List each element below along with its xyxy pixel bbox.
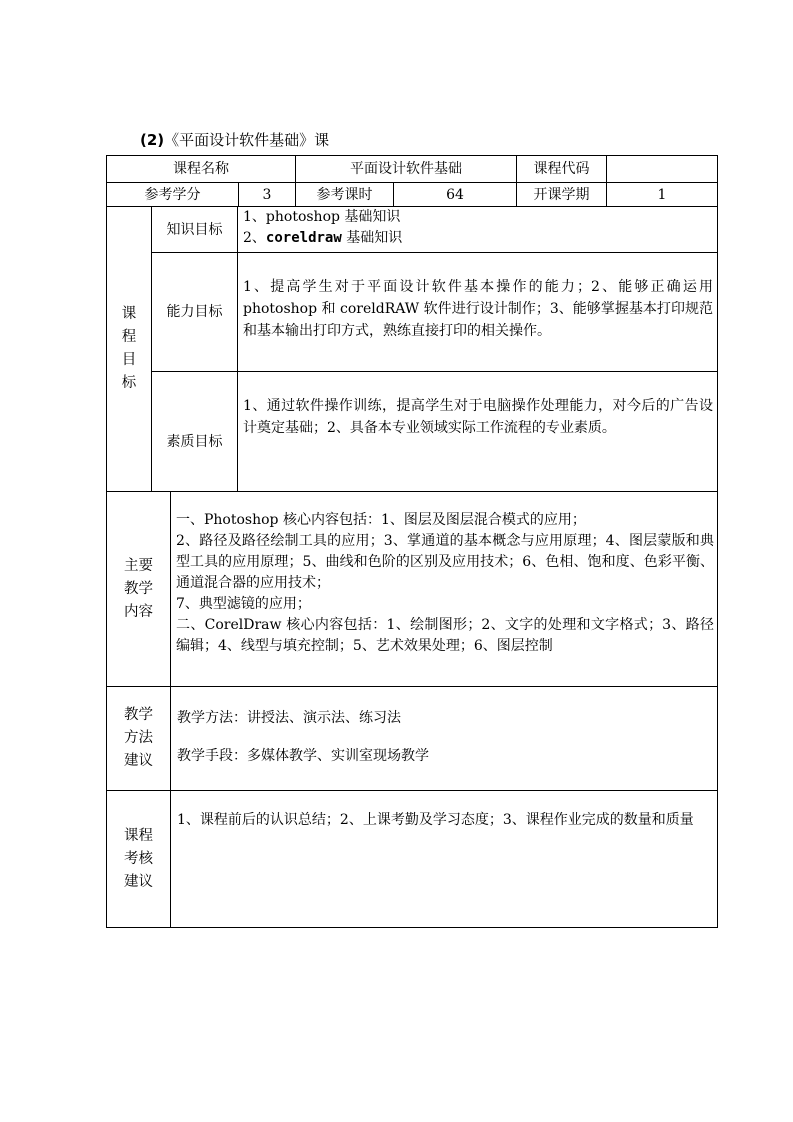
course-code-label: 课程代码 <box>533 161 590 177</box>
quality-goal-label: 素质目标 <box>166 433 223 450</box>
main-content-text <box>176 510 714 660</box>
hours-label: 参考课时 <box>316 186 373 203</box>
main-content-label: 主要 教学 内容 <box>124 557 153 620</box>
course-code-value <box>607 156 717 182</box>
knowledge-line-1: 1、photoshop 基础知识 <box>243 209 401 225</box>
teaching-means-text: 教学手段：多媒体教学、实训室现场教学 <box>177 748 429 764</box>
section-number: (2) <box>140 131 165 149</box>
teaching-method-text: 教学方法：讲授法、演示法、练习法 <box>177 710 401 726</box>
hours-value: 64 <box>446 186 464 203</box>
content-line-4: 二、CorelDraw 核心内容包括：1、绘制图形；2、文字的处理和文字格式；3、路径编辑；4、线型与填充控制；5、艺术效果处理；6、图层控制 <box>176 617 714 654</box>
knowledge-goal-text <box>243 207 713 252</box>
assessment-label: 课程 考核 建议 <box>124 827 153 890</box>
content-line-2: 2、路径及路径绘制工具的应用；3、掌通道的基本概念与应用原理；4、图层蒙版和典型工具的应用原理；5、曲线和色阶的区别及应用技术；6、色相、饱和度、色彩平衡、通道混合器的应用技术； <box>176 533 714 591</box>
course-name-label: 课程名称 <box>173 161 229 177</box>
course-name-value: 平面设计软件基础 <box>350 161 462 177</box>
credit-value: 3 <box>262 186 272 203</box>
course-table <box>106 155 718 928</box>
credit-label: 参考学分 <box>144 186 201 203</box>
ability-goal-text: 1、提高学生对于平面设计软件基本操作的能力；2、能够正确运用photoshop 和 coreldRAW 软件进行设计制作；3、能够掌握基本打印规范和基本输出打印方式，熟练直接打印的相关操作。 <box>243 279 713 339</box>
assessment-text: 1、课程前后的认识总结；2、上课考勤及学习态度；3、课程作业完成的数量和质量 <box>177 812 694 828</box>
term-value: 1 <box>657 186 667 203</box>
knowledge-goal-label: 知识目标 <box>166 221 223 238</box>
quality-goal-text: 1、通过软件操作训练，提高学生对于电脑操作处理能力，对今后的广告设计奠定基础；2、具备本专业领域实际工作流程的专业素质。 <box>243 398 713 436</box>
course-goals-label: 课 程 目 标 <box>121 305 137 391</box>
section-heading <box>140 130 329 150</box>
term-label: 开课学期 <box>533 186 590 203</box>
section-title: 《平面设计软件基础》课 <box>164 131 330 149</box>
content-line-1: 一、Photoshop 核心内容包括：1、图层及图层混合模式的应用； <box>176 512 586 528</box>
ability-goal-label: 能力目标 <box>166 304 223 320</box>
knowledge-line-2: 2、coreldraw 基础知识 <box>243 230 403 246</box>
content-line-3: 7、典型滤镜的应用； <box>176 596 311 612</box>
teaching-method-label: 教学 方法 建议 <box>124 707 153 769</box>
